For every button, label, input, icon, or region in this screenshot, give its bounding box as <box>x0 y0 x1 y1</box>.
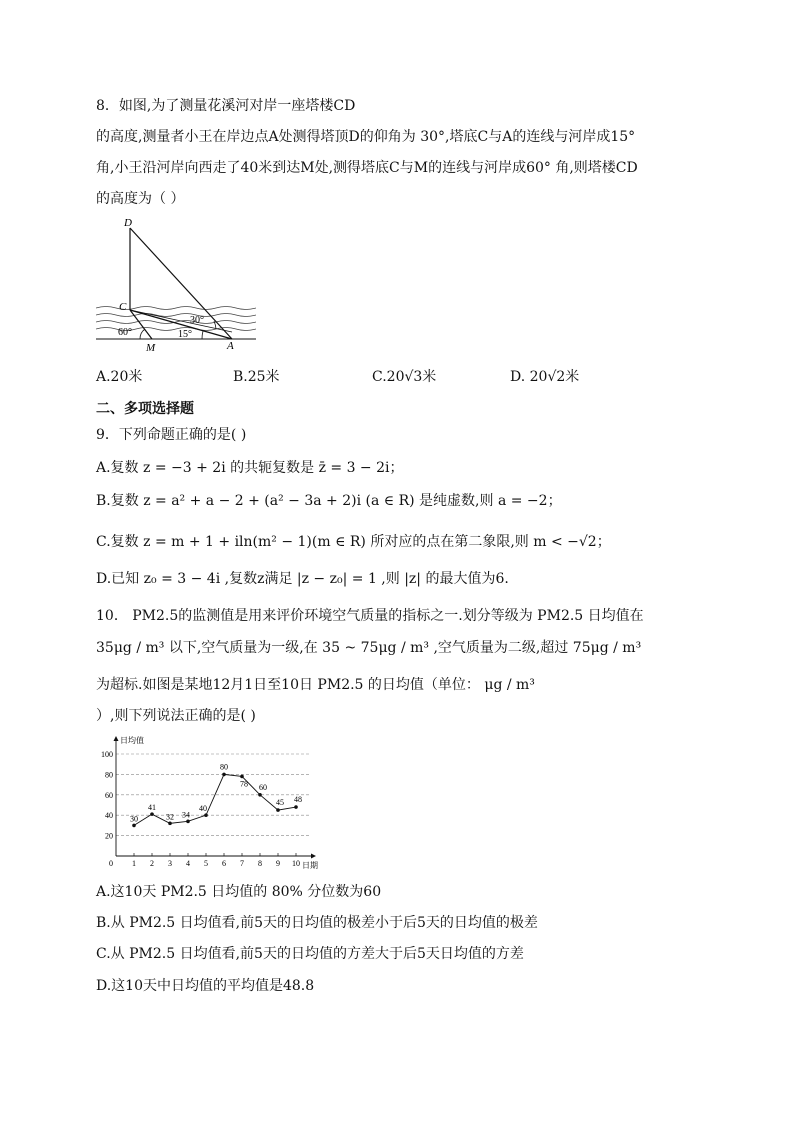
data-point <box>240 775 244 779</box>
series-line <box>134 774 296 825</box>
y-tick-label: 80 <box>105 770 113 780</box>
data-point <box>186 820 190 824</box>
x-tick-label: 1 <box>132 859 136 868</box>
data-point <box>276 808 280 812</box>
q8-option-c: C.20√3米 <box>372 369 437 385</box>
q10-line-2: 35μg / m³ 以下,空气质量为一级,在 35 ~ 75μg / m³ ,空气质量为二级,超过 75μg / m³ <box>96 640 642 656</box>
x-tick-label: 4 <box>186 859 190 868</box>
angle-15-label: 15° <box>178 329 192 340</box>
q9-stem: 9．下列命题正确的是( ) <box>96 427 247 443</box>
angle-60-label: 60° <box>118 327 132 338</box>
q10-line-4: ）,则下列说法正确的是( ) <box>96 708 256 724</box>
data-point <box>204 813 208 817</box>
q9-option-d: D.已知 z₀ = 3 − 4i ,复数z满足 |z − z₀| = 1 ,则 |z| 的最大值为6. <box>96 571 509 587</box>
q8-line-1: 8．如图,为了测量花溪河对岸一座塔楼CD <box>96 98 356 114</box>
q10-option-d: D.这10天中日均值的平均值是48.8 <box>96 978 315 994</box>
y-tick-label: 100 <box>101 750 113 759</box>
q8-option-a: A.20米 <box>96 369 143 385</box>
data-point <box>168 822 172 826</box>
tower-diagram <box>96 218 256 354</box>
section-heading: 二、多项选择题 <box>96 401 194 417</box>
q8-line-3: 角,小王沿河岸向西走了40米到达M处,测得塔底C与M的连线与河岸成60° 角,则塔楼CD <box>96 160 638 176</box>
q10-option-b: B.从 PM2.5 日均值看,前5天的日均值的极差小于后5天的日均值的极差 <box>96 915 538 931</box>
data-point <box>150 812 154 816</box>
data-label: 80 <box>220 762 228 772</box>
y-axis-title: 日均值 <box>120 736 144 745</box>
label-a: A <box>227 340 234 352</box>
origin-label: 0 <box>109 859 113 868</box>
label-m: M <box>146 342 156 354</box>
data-label: 30 <box>130 814 138 824</box>
data-label: 78 <box>240 779 248 789</box>
q8-option-d: D. 20√2米 <box>510 369 580 385</box>
x-tick-label: 7 <box>240 859 244 868</box>
pm25-line-chart <box>96 734 326 872</box>
q10-option-c: C.从 PM2.5 日均值看,前5天的日均值的方差大于后5天日均值的方差 <box>96 946 524 962</box>
data-label: 60 <box>259 782 267 792</box>
data-label: 34 <box>182 810 190 820</box>
label-c: C <box>119 301 127 313</box>
data-label: 40 <box>199 804 207 814</box>
data-point <box>132 824 136 828</box>
data-label: 45 <box>276 798 284 808</box>
y-tick-label: 60 <box>105 790 113 800</box>
q8-line-4: 的高度为（ ） <box>96 191 185 207</box>
x-tick-label: 9 <box>276 859 280 868</box>
data-point <box>294 805 298 809</box>
label-d: D <box>124 218 132 229</box>
data-label: 41 <box>148 803 156 813</box>
q8-line-2: 的高度,测量者小王在岸边点A处测得塔顶D的仰角为 30°,塔底C与A的连线与河岸成15° <box>96 129 636 145</box>
x-tick-label: 6 <box>222 859 226 868</box>
y-tick-label: 40 <box>105 811 113 821</box>
x-tick-label: 10 <box>292 859 300 868</box>
q8-option-b: B.25米 <box>233 369 280 385</box>
y-axis-arrow <box>114 736 119 741</box>
y-tick-label: 20 <box>105 831 113 841</box>
q9-option-a: A.复数 z = −3 + 2i 的共轭复数是 z̄ = 3 − 2i； <box>96 460 404 476</box>
data-point <box>222 773 226 777</box>
x-tick-label: 2 <box>150 859 154 868</box>
q10-option-a: A.这10天 PM2.5 日均值的 80% 分位数为60 <box>96 884 382 900</box>
data-label: 48 <box>294 795 302 805</box>
data-point <box>258 793 262 797</box>
q9-option-b: B.复数 z = a² + a − 2 + (a² − 3a + 2)i (a ∈ R) 是纯虚数,则 a = −2； <box>96 493 562 509</box>
data-label: 32 <box>166 812 174 822</box>
x-tick-label: 5 <box>204 859 208 868</box>
x-tick-label: 8 <box>258 859 262 868</box>
x-tick-label: 3 <box>168 859 172 868</box>
x-axis-title: 日期 <box>302 861 318 870</box>
q10-line-3: 为超标.如图是某地12月1日至10日 PM2.5 的日均值（单位： μg / m³ <box>96 677 535 693</box>
x-axis-arrow <box>311 854 316 859</box>
q9-option-c: C.复数 z = m + 1 + iln(m² − 1)(m ∈ R) 所对应的点在第二象限,则 m < −√2； <box>96 534 611 550</box>
angle-30-label: 30° <box>190 315 204 326</box>
q10-line-1: 10． PM2.5的监测值是用来评价环境空气质量的指标之一.划分等级为 PM2.5 日均值在 <box>96 608 644 624</box>
